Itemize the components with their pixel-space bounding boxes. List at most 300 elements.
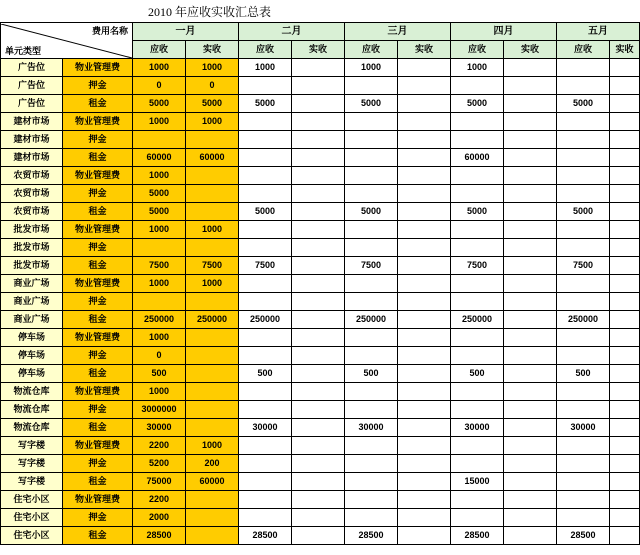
cell-amount[interactable] <box>610 59 640 77</box>
cell-amount[interactable]: 60000 <box>186 473 239 491</box>
cell-amount[interactable] <box>186 491 239 509</box>
cell-amount[interactable] <box>398 239 451 257</box>
cell-amount[interactable] <box>610 293 640 311</box>
cell-amount[interactable] <box>398 383 451 401</box>
cell-amount[interactable] <box>610 167 640 185</box>
cell-amount[interactable]: 28500 <box>451 527 504 545</box>
cell-amount[interactable] <box>345 473 398 491</box>
cell-amount[interactable] <box>345 437 398 455</box>
cell-amount[interactable] <box>398 275 451 293</box>
cell-amount[interactable] <box>345 185 398 203</box>
cell-amount[interactable] <box>292 77 345 95</box>
cell-fee-name[interactable]: 租金 <box>63 257 133 275</box>
cell-amount[interactable] <box>610 311 640 329</box>
cell-amount[interactable]: 5000 <box>133 95 186 113</box>
cell-amount[interactable] <box>398 527 451 545</box>
cell-fee-name[interactable]: 押金 <box>63 293 133 311</box>
cell-amount[interactable] <box>557 59 610 77</box>
cell-unit-type[interactable]: 写字楼 <box>1 437 63 455</box>
cell-amount[interactable] <box>504 257 557 275</box>
cell-amount[interactable] <box>345 401 398 419</box>
cell-amount[interactable]: 28500 <box>239 527 292 545</box>
cell-amount[interactable] <box>610 473 640 491</box>
cell-amount[interactable] <box>239 473 292 491</box>
cell-fee-name[interactable]: 押金 <box>63 131 133 149</box>
cell-amount[interactable] <box>186 167 239 185</box>
cell-amount[interactable] <box>292 257 345 275</box>
cell-fee-name[interactable]: 押金 <box>63 455 133 473</box>
cell-fee-name[interactable]: 物业管理费 <box>63 221 133 239</box>
cell-amount[interactable] <box>292 239 345 257</box>
cell-amount[interactable]: 1000 <box>186 59 239 77</box>
cell-amount[interactable] <box>451 185 504 203</box>
cell-amount[interactable]: 5000 <box>133 185 186 203</box>
cell-amount[interactable] <box>398 419 451 437</box>
cell-amount[interactable]: 250000 <box>239 311 292 329</box>
cell-amount[interactable]: 1000 <box>186 221 239 239</box>
cell-amount[interactable] <box>610 491 640 509</box>
cell-fee-name[interactable]: 押金 <box>63 185 133 203</box>
cell-fee-name[interactable]: 物业管理费 <box>63 167 133 185</box>
cell-fee-name[interactable]: 押金 <box>63 239 133 257</box>
cell-amount[interactable] <box>504 221 557 239</box>
cell-amount[interactable]: 250000 <box>133 311 186 329</box>
cell-fee-name[interactable]: 租金 <box>63 419 133 437</box>
cell-amount[interactable] <box>610 419 640 437</box>
cell-amount[interactable] <box>292 491 345 509</box>
cell-unit-type[interactable]: 停车场 <box>1 329 63 347</box>
cell-amount[interactable] <box>451 239 504 257</box>
cell-amount[interactable] <box>345 329 398 347</box>
cell-amount[interactable] <box>557 185 610 203</box>
cell-amount[interactable] <box>186 365 239 383</box>
cell-amount[interactable] <box>292 275 345 293</box>
cell-unit-type[interactable]: 商业广场 <box>1 293 63 311</box>
cell-amount[interactable] <box>557 383 610 401</box>
cell-amount[interactable] <box>239 491 292 509</box>
cell-amount[interactable] <box>398 131 451 149</box>
cell-fee-name[interactable]: 物业管理费 <box>63 383 133 401</box>
cell-amount[interactable] <box>610 383 640 401</box>
cell-fee-name[interactable]: 物业管理费 <box>63 275 133 293</box>
cell-amount[interactable] <box>398 203 451 221</box>
cell-amount[interactable] <box>292 167 345 185</box>
cell-amount[interactable] <box>504 131 557 149</box>
cell-amount[interactable] <box>504 59 557 77</box>
cell-amount[interactable]: 250000 <box>557 311 610 329</box>
cell-amount[interactable] <box>239 113 292 131</box>
cell-amount[interactable] <box>186 527 239 545</box>
cell-amount[interactable] <box>398 365 451 383</box>
cell-amount[interactable] <box>610 275 640 293</box>
cell-unit-type[interactable]: 农贸市场 <box>1 185 63 203</box>
cell-unit-type[interactable]: 商业广场 <box>1 275 63 293</box>
cell-amount[interactable] <box>504 401 557 419</box>
cell-amount[interactable] <box>186 509 239 527</box>
cell-amount[interactable] <box>292 509 345 527</box>
cell-fee-name[interactable]: 物业管理费 <box>63 59 133 77</box>
cell-amount[interactable] <box>610 149 640 167</box>
cell-amount[interactable]: 1000 <box>133 275 186 293</box>
cell-unit-type[interactable]: 物流仓库 <box>1 401 63 419</box>
cell-amount[interactable] <box>398 113 451 131</box>
cell-amount[interactable] <box>186 347 239 365</box>
cell-amount[interactable]: 1000 <box>133 221 186 239</box>
cell-unit-type[interactable]: 商业广场 <box>1 311 63 329</box>
cell-amount[interactable] <box>557 401 610 419</box>
cell-amount[interactable] <box>504 77 557 95</box>
cell-amount[interactable] <box>398 311 451 329</box>
cell-amount[interactable]: 1000 <box>345 59 398 77</box>
cell-amount[interactable]: 5000 <box>239 95 292 113</box>
cell-amount[interactable] <box>239 509 292 527</box>
cell-amount[interactable] <box>451 293 504 311</box>
cell-amount[interactable] <box>292 383 345 401</box>
cell-amount[interactable] <box>610 437 640 455</box>
cell-amount[interactable] <box>345 275 398 293</box>
cell-amount[interactable] <box>345 293 398 311</box>
cell-unit-type[interactable]: 物流仓库 <box>1 419 63 437</box>
cell-amount[interactable] <box>292 59 345 77</box>
cell-unit-type[interactable]: 建材市场 <box>1 131 63 149</box>
cell-amount[interactable]: 0 <box>133 347 186 365</box>
cell-amount[interactable] <box>239 437 292 455</box>
cell-amount[interactable] <box>345 221 398 239</box>
cell-amount[interactable]: 2000 <box>133 509 186 527</box>
cell-amount[interactable] <box>610 77 640 95</box>
cell-fee-name[interactable]: 租金 <box>63 149 133 167</box>
cell-amount[interactable]: 1000 <box>186 437 239 455</box>
cell-amount[interactable] <box>239 401 292 419</box>
cell-amount[interactable]: 200 <box>186 455 239 473</box>
cell-amount[interactable] <box>504 419 557 437</box>
cell-amount[interactable] <box>292 437 345 455</box>
cell-amount[interactable] <box>292 95 345 113</box>
cell-amount[interactable] <box>451 167 504 185</box>
cell-amount[interactable]: 1000 <box>186 275 239 293</box>
cell-amount[interactable] <box>292 293 345 311</box>
cell-amount[interactable] <box>610 347 640 365</box>
cell-amount[interactable]: 5000 <box>451 203 504 221</box>
cell-amount[interactable] <box>451 347 504 365</box>
cell-amount[interactable]: 250000 <box>451 311 504 329</box>
cell-amount[interactable] <box>504 311 557 329</box>
cell-amount[interactable] <box>292 221 345 239</box>
cell-unit-type[interactable]: 广告位 <box>1 95 63 113</box>
cell-amount[interactable]: 2200 <box>133 491 186 509</box>
cell-amount[interactable] <box>133 131 186 149</box>
cell-amount[interactable] <box>610 257 640 275</box>
cell-amount[interactable] <box>557 167 610 185</box>
cell-fee-name[interactable]: 押金 <box>63 347 133 365</box>
cell-unit-type[interactable]: 住宅小区 <box>1 491 63 509</box>
cell-amount[interactable] <box>292 131 345 149</box>
cell-fee-name[interactable]: 租金 <box>63 527 133 545</box>
cell-amount[interactable]: 500 <box>133 365 186 383</box>
cell-amount[interactable]: 30000 <box>239 419 292 437</box>
cell-amount[interactable] <box>557 275 610 293</box>
cell-amount[interactable] <box>186 383 239 401</box>
cell-fee-name[interactable]: 租金 <box>63 365 133 383</box>
cell-amount[interactable]: 1000 <box>239 59 292 77</box>
cell-amount[interactable] <box>186 203 239 221</box>
cell-unit-type[interactable]: 写字楼 <box>1 473 63 491</box>
cell-amount[interactable] <box>504 203 557 221</box>
cell-amount[interactable] <box>451 329 504 347</box>
cell-amount[interactable] <box>239 185 292 203</box>
cell-unit-type[interactable]: 批发市场 <box>1 221 63 239</box>
cell-amount[interactable] <box>451 437 504 455</box>
cell-amount[interactable] <box>451 275 504 293</box>
cell-amount[interactable] <box>345 455 398 473</box>
cell-amount[interactable] <box>451 383 504 401</box>
cell-amount[interactable] <box>345 491 398 509</box>
cell-amount[interactable]: 7500 <box>239 257 292 275</box>
cell-amount[interactable] <box>398 77 451 95</box>
cell-amount[interactable]: 2200 <box>133 437 186 455</box>
cell-amount[interactable]: 500 <box>451 365 504 383</box>
cell-amount[interactable] <box>504 149 557 167</box>
cell-unit-type[interactable]: 农贸市场 <box>1 167 63 185</box>
cell-amount[interactable] <box>345 239 398 257</box>
cell-amount[interactable] <box>610 455 640 473</box>
cell-amount[interactable]: 1000 <box>133 59 186 77</box>
cell-amount[interactable]: 1000 <box>451 59 504 77</box>
cell-amount[interactable] <box>451 113 504 131</box>
cell-amount[interactable] <box>398 401 451 419</box>
cell-fee-name[interactable]: 租金 <box>63 473 133 491</box>
cell-amount[interactable] <box>557 131 610 149</box>
cell-fee-name[interactable]: 租金 <box>63 95 133 113</box>
cell-fee-name[interactable]: 押金 <box>63 77 133 95</box>
cell-amount[interactable] <box>557 347 610 365</box>
cell-amount[interactable]: 250000 <box>186 311 239 329</box>
cell-amount[interactable] <box>504 527 557 545</box>
cell-amount[interactable] <box>345 77 398 95</box>
cell-unit-type[interactable]: 广告位 <box>1 59 63 77</box>
cell-amount[interactable] <box>451 221 504 239</box>
cell-amount[interactable]: 1000 <box>186 113 239 131</box>
cell-amount[interactable] <box>557 509 610 527</box>
cell-amount[interactable] <box>239 383 292 401</box>
cell-amount[interactable] <box>239 149 292 167</box>
cell-amount[interactable] <box>610 239 640 257</box>
cell-amount[interactable] <box>398 491 451 509</box>
cell-amount[interactable] <box>239 239 292 257</box>
cell-amount[interactable] <box>239 455 292 473</box>
cell-amount[interactable] <box>133 239 186 257</box>
cell-amount[interactable] <box>292 203 345 221</box>
cell-fee-name[interactable]: 押金 <box>63 401 133 419</box>
cell-amount[interactable] <box>186 419 239 437</box>
cell-amount[interactable]: 60000 <box>133 149 186 167</box>
cell-amount[interactable] <box>398 95 451 113</box>
cell-amount[interactable]: 30000 <box>345 419 398 437</box>
cell-amount[interactable]: 28500 <box>557 527 610 545</box>
cell-amount[interactable]: 7500 <box>345 257 398 275</box>
cell-amount[interactable] <box>398 167 451 185</box>
cell-amount[interactable]: 28500 <box>133 527 186 545</box>
cell-unit-type[interactable]: 农贸市场 <box>1 203 63 221</box>
cell-amount[interactable] <box>451 131 504 149</box>
cell-amount[interactable] <box>451 401 504 419</box>
cell-amount[interactable] <box>398 185 451 203</box>
cell-amount[interactable] <box>557 491 610 509</box>
cell-amount[interactable]: 5000 <box>239 203 292 221</box>
cell-amount[interactable] <box>557 455 610 473</box>
cell-amount[interactable] <box>239 77 292 95</box>
cell-amount[interactable] <box>610 329 640 347</box>
cell-fee-name[interactable]: 物业管理费 <box>63 329 133 347</box>
cell-amount[interactable] <box>239 293 292 311</box>
cell-amount[interactable] <box>239 131 292 149</box>
cell-amount[interactable] <box>398 347 451 365</box>
cell-amount[interactable] <box>557 437 610 455</box>
cell-amount[interactable]: 5000 <box>345 203 398 221</box>
cell-amount[interactable]: 30000 <box>451 419 504 437</box>
cell-unit-type[interactable]: 停车场 <box>1 347 63 365</box>
cell-unit-type[interactable]: 住宅小区 <box>1 509 63 527</box>
cell-amount[interactable] <box>186 329 239 347</box>
cell-unit-type[interactable]: 批发市场 <box>1 239 63 257</box>
cell-amount[interactable] <box>292 311 345 329</box>
cell-amount[interactable] <box>398 293 451 311</box>
cell-amount[interactable] <box>504 275 557 293</box>
cell-unit-type[interactable]: 建材市场 <box>1 113 63 131</box>
cell-amount[interactable] <box>557 77 610 95</box>
cell-amount[interactable]: 7500 <box>186 257 239 275</box>
cell-amount[interactable]: 1000 <box>133 113 186 131</box>
cell-amount[interactable] <box>292 527 345 545</box>
cell-amount[interactable] <box>504 329 557 347</box>
cell-amount[interactable] <box>610 509 640 527</box>
cell-amount[interactable] <box>504 95 557 113</box>
cell-amount[interactable] <box>610 185 640 203</box>
cell-amount[interactable]: 7500 <box>451 257 504 275</box>
cell-amount[interactable]: 28500 <box>345 527 398 545</box>
cell-amount[interactable] <box>292 329 345 347</box>
cell-amount[interactable]: 60000 <box>451 149 504 167</box>
cell-amount[interactable] <box>345 383 398 401</box>
cell-amount[interactable] <box>610 401 640 419</box>
cell-amount[interactable] <box>398 455 451 473</box>
cell-amount[interactable] <box>451 77 504 95</box>
cell-amount[interactable] <box>186 185 239 203</box>
cell-amount[interactable]: 5000 <box>557 95 610 113</box>
cell-fee-name[interactable]: 押金 <box>63 509 133 527</box>
cell-amount[interactable] <box>504 383 557 401</box>
cell-amount[interactable] <box>345 347 398 365</box>
cell-amount[interactable] <box>451 509 504 527</box>
cell-amount[interactable] <box>398 509 451 527</box>
cell-amount[interactable] <box>504 509 557 527</box>
cell-amount[interactable] <box>292 113 345 131</box>
cell-amount[interactable]: 30000 <box>133 419 186 437</box>
cell-amount[interactable] <box>398 437 451 455</box>
cell-amount[interactable] <box>557 221 610 239</box>
cell-amount[interactable] <box>451 491 504 509</box>
cell-unit-type[interactable]: 写字楼 <box>1 455 63 473</box>
cell-amount[interactable] <box>292 455 345 473</box>
cell-amount[interactable] <box>186 401 239 419</box>
cell-amount[interactable] <box>504 293 557 311</box>
cell-amount[interactable] <box>504 473 557 491</box>
cell-amount[interactable] <box>186 293 239 311</box>
cell-amount[interactable] <box>504 347 557 365</box>
cell-amount[interactable] <box>557 329 610 347</box>
cell-amount[interactable]: 500 <box>239 365 292 383</box>
cell-amount[interactable] <box>610 95 640 113</box>
cell-amount[interactable]: 5000 <box>186 95 239 113</box>
cell-amount[interactable] <box>345 509 398 527</box>
cell-amount[interactable] <box>398 473 451 491</box>
cell-amount[interactable] <box>504 491 557 509</box>
cell-amount[interactable]: 0 <box>133 77 186 95</box>
cell-amount[interactable]: 5000 <box>345 95 398 113</box>
cell-amount[interactable] <box>292 401 345 419</box>
cell-amount[interactable] <box>557 473 610 491</box>
cell-amount[interactable]: 5000 <box>557 203 610 221</box>
cell-fee-name[interactable]: 物业管理费 <box>63 113 133 131</box>
cell-unit-type[interactable]: 停车场 <box>1 365 63 383</box>
cell-amount[interactable] <box>345 113 398 131</box>
cell-amount[interactable] <box>186 131 239 149</box>
cell-amount[interactable] <box>345 167 398 185</box>
cell-amount[interactable] <box>292 149 345 167</box>
cell-amount[interactable] <box>610 113 640 131</box>
cell-amount[interactable] <box>451 455 504 473</box>
cell-amount[interactable] <box>557 239 610 257</box>
cell-amount[interactable] <box>239 347 292 365</box>
cell-amount[interactable]: 500 <box>557 365 610 383</box>
cell-unit-type[interactable]: 建材市场 <box>1 149 63 167</box>
cell-fee-name[interactable]: 租金 <box>63 203 133 221</box>
cell-amount[interactable] <box>292 185 345 203</box>
cell-unit-type[interactable]: 广告位 <box>1 77 63 95</box>
cell-amount[interactable] <box>345 149 398 167</box>
cell-amount[interactable] <box>398 221 451 239</box>
cell-amount[interactable]: 5000 <box>133 203 186 221</box>
cell-amount[interactable] <box>610 221 640 239</box>
cell-amount[interactable]: 75000 <box>133 473 186 491</box>
cell-amount[interactable]: 30000 <box>557 419 610 437</box>
cell-fee-name[interactable]: 物业管理费 <box>63 491 133 509</box>
cell-amount[interactable] <box>239 329 292 347</box>
cell-amount[interactable] <box>292 419 345 437</box>
cell-amount[interactable] <box>345 131 398 149</box>
cell-amount[interactable] <box>557 293 610 311</box>
cell-amount[interactable]: 5200 <box>133 455 186 473</box>
cell-amount[interactable] <box>398 149 451 167</box>
cell-amount[interactable]: 60000 <box>186 149 239 167</box>
cell-amount[interactable] <box>504 113 557 131</box>
cell-unit-type[interactable]: 批发市场 <box>1 257 63 275</box>
cell-fee-name[interactable]: 物业管理费 <box>63 437 133 455</box>
cell-amount[interactable] <box>504 167 557 185</box>
cell-amount[interactable] <box>133 293 186 311</box>
cell-amount[interactable] <box>610 527 640 545</box>
cell-amount[interactable]: 7500 <box>133 257 186 275</box>
cell-amount[interactable]: 1000 <box>133 383 186 401</box>
cell-amount[interactable]: 1000 <box>133 167 186 185</box>
cell-amount[interactable]: 15000 <box>451 473 504 491</box>
cell-amount[interactable] <box>186 239 239 257</box>
cell-amount[interactable] <box>292 365 345 383</box>
cell-amount[interactable] <box>504 239 557 257</box>
cell-amount[interactable] <box>504 365 557 383</box>
cell-amount[interactable] <box>557 113 610 131</box>
cell-amount[interactable] <box>610 365 640 383</box>
